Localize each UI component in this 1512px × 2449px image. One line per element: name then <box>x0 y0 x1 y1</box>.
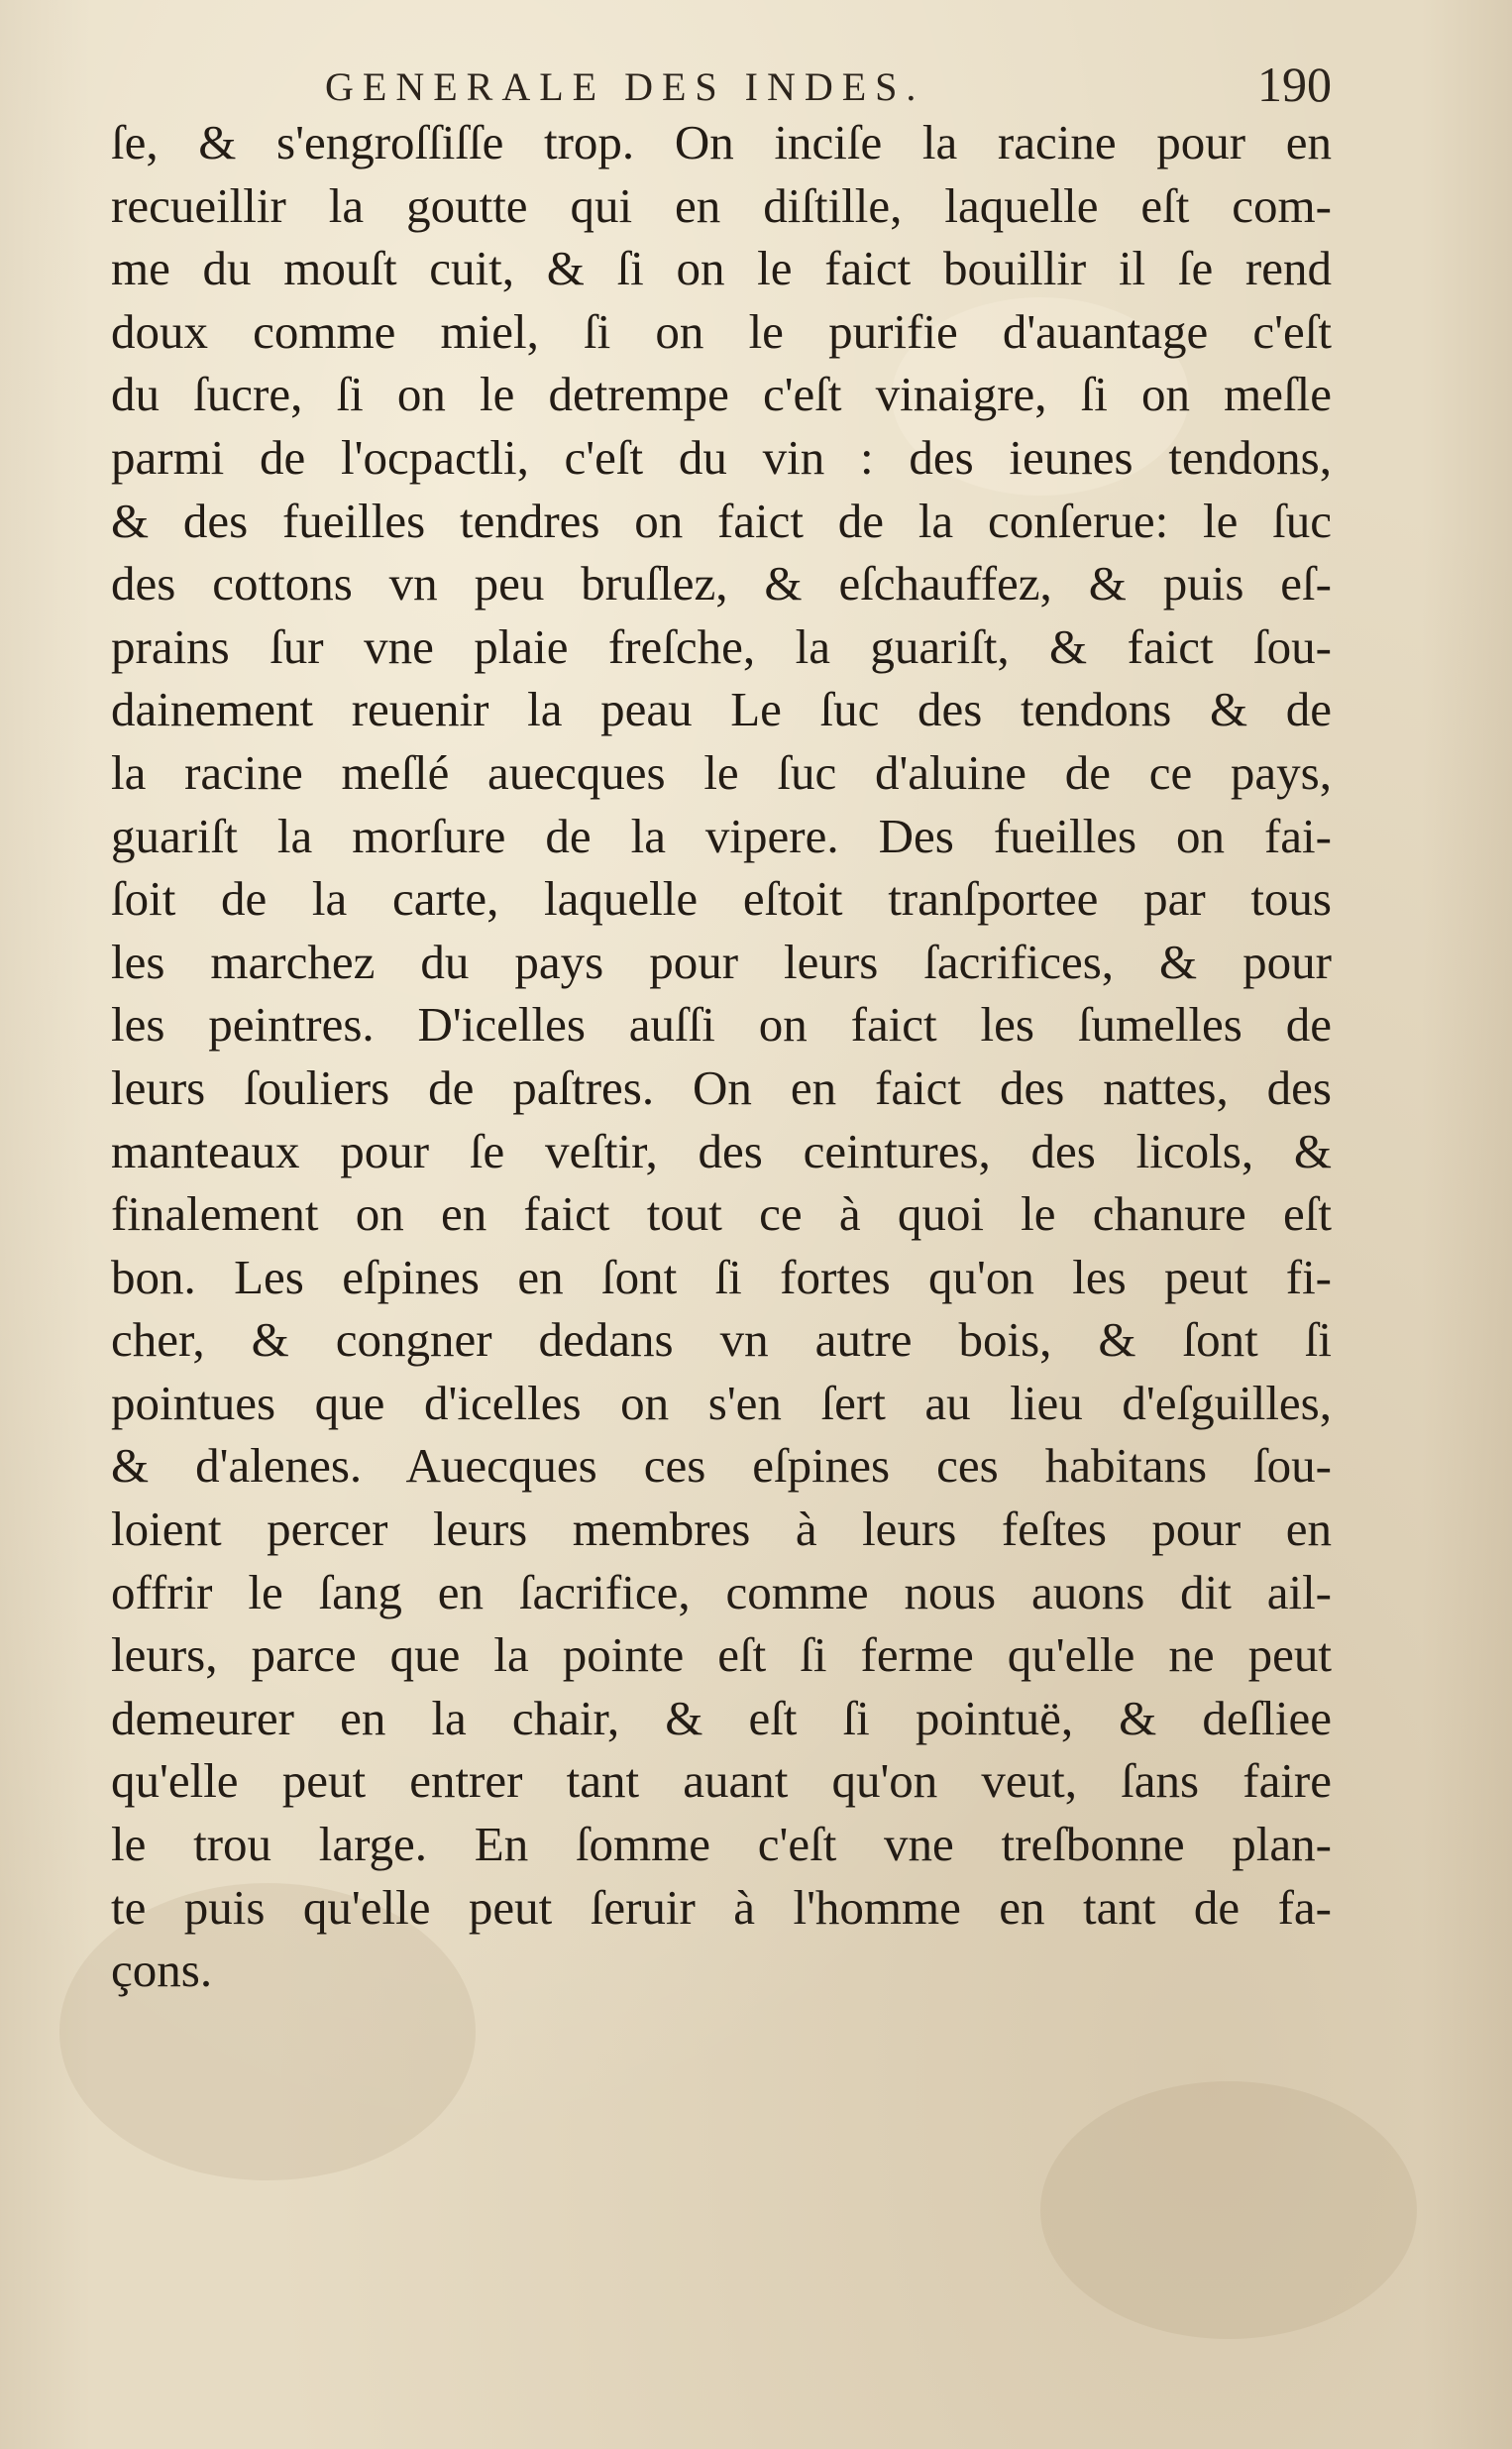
text-line: leurs, parce que la pointe eſt ſi ferme qu'elle ne peut <box>111 1627 1332 1683</box>
text-line: ſe, & s'engroſſiſſe trop. On inciſe la racine pour en <box>111 115 1332 169</box>
text-line: recueillir la goutte qui en diſtille, laquelle eſt com- <box>111 177 1332 233</box>
text-line: guariſt la morſure de la vipere. Des fueilles on fai- <box>111 808 1332 863</box>
page-header <box>117 56 1332 115</box>
text-line: te puis qu'elle peut ſeruir à l'homme en tant de fa- <box>111 1879 1332 1935</box>
text-line: pointues que d'icelles on s'en ſert au lieu d'eſguilles, <box>111 1375 1332 1430</box>
text-line: ſoit de la carte, laquelle eſtoit tranſportee par tous <box>111 871 1332 927</box>
text-line: la racine meſlé auecques le ſuc d'aluine de ce pays, <box>111 744 1332 800</box>
text-line: çons. <box>111 1943 213 1998</box>
running-title: GENERALE DES INDES. <box>325 64 925 109</box>
text-line: les marchez du pays pour leurs ſacrifices, & pour <box>111 934 1332 989</box>
text-line: manteaux pour ſe veſtir, des ceintures, des licols, & <box>111 1123 1332 1178</box>
text-line: prains ſur vne plaie freſche, la guariſt, & faict ſou- <box>111 618 1332 674</box>
text-line: parmi de l'ocpactli, c'eſt du vin : des ieunes tendons, <box>111 429 1332 485</box>
text-line: & des fueilles tendres on faict de la conſerue: le ſuc <box>111 493 1332 548</box>
text-line: leurs ſouliers de paſtres. On en faict des nattes, des <box>111 1059 1332 1115</box>
body-text <box>111 111 1332 2002</box>
text-line: offrir le ſang en ſacrifice, comme nous auons dit ail- <box>111 1564 1332 1619</box>
text-line: demeurer en la chair, & eſt ſi pointuë, & deſliee <box>111 1690 1332 1745</box>
text-line: des cottons vn peu bruſlez, & eſchauffez, & puis eſ- <box>111 556 1332 612</box>
text-line: le trou large. En ſomme c'eſt vne treſbonne plan- <box>111 1817 1332 1872</box>
text-line: finalement on en faict tout ce à quoi le chanure eſt <box>111 1186 1332 1242</box>
text-line: me du mouſt cuit, & ſi on le faict bouillir il ſe rend <box>111 241 1332 296</box>
text-line: loient percer leurs membres à leurs feſtes pour en <box>111 1502 1332 1557</box>
page-number: 190 <box>1257 56 1332 112</box>
text-line: les peintres. D'icelles auſſi on faict les ſumelles de <box>111 997 1332 1053</box>
text-line: bon. Les eſpines en ſont ſi fortes qu'on les peut fi- <box>111 1249 1332 1304</box>
text-line: cher, & congner dedans vn autre bois, & ſont ſi <box>111 1312 1332 1368</box>
text-line: & d'alenes. Auecques ces eſpines ces habitans ſou- <box>111 1438 1332 1494</box>
text-line: dainement reuenir la peau Le ſuc des tendons & de <box>111 682 1332 737</box>
text-line: du ſucre, ſi on le detrempe c'eſt vinaigre, ſi on meſle <box>111 367 1332 422</box>
paper-stain <box>1040 2081 1417 2339</box>
text-line: qu'elle peut entrer tant auant qu'on veut, ſans faire <box>111 1753 1332 1809</box>
text-line: doux comme miel, ſi on le purifie d'auantage c'eſt <box>111 303 1332 359</box>
